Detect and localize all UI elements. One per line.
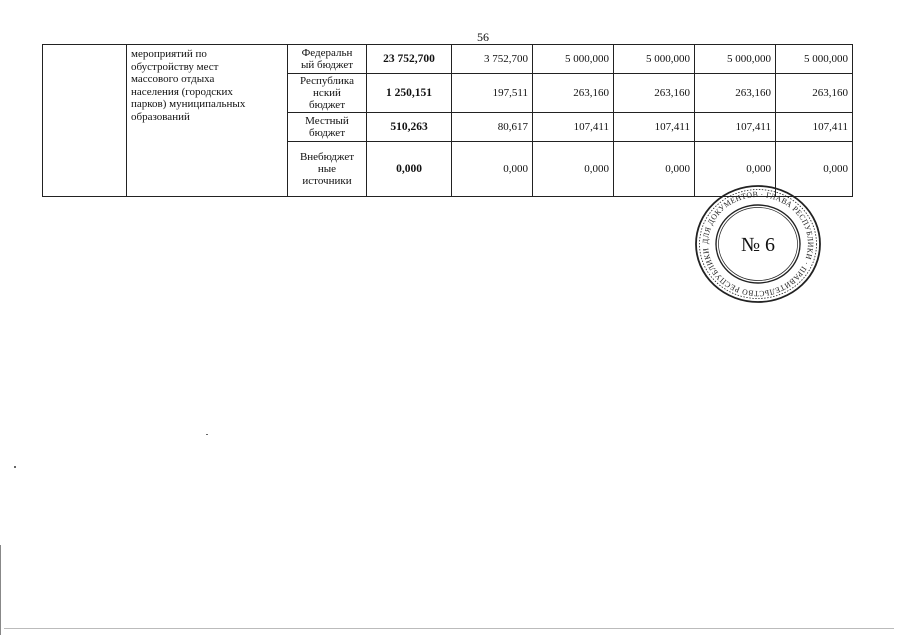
year-amount-cell: 3 752,700 [452, 45, 533, 74]
funding-source-line: Федеральн [301, 47, 353, 59]
year-amount-cell: 107,411 [776, 113, 853, 142]
year-amount-cell: 197,511 [452, 74, 533, 113]
description-line: населения (городских [131, 85, 233, 98]
year-amount-cell: 5 000,000 [695, 45, 776, 74]
seal-ring-text: ДЛЯ ДОКУМЕНТОВ · ГЛАВА РЕСПУБЛИКИ · ПРАВИТЕЛЬСТВО РЕСПУБЛИКИ [700, 189, 816, 299]
scan-edge-line [0, 545, 1, 635]
funding-source-cell [288, 142, 367, 197]
year-amount-cell: 80,617 [452, 113, 533, 142]
year-amount-cell: 107,411 [533, 113, 614, 142]
year-amount-cell: 5 000,000 [533, 45, 614, 74]
year-amount-cell: 263,160 [776, 74, 853, 113]
year-amount-cell: 107,411 [695, 113, 776, 142]
funding-source-cell [288, 113, 367, 142]
year-amount-cell: 5 000,000 [776, 45, 853, 74]
funding-source-line: нский [313, 87, 341, 99]
year-amount-cell: 0,000 [533, 142, 614, 197]
budget-table [42, 44, 853, 197]
year-amount-cell: 263,160 [533, 74, 614, 113]
year-amount-cell: 263,160 [614, 74, 695, 113]
scan-speck [206, 434, 208, 435]
seal-center-number: № 6 [740, 234, 776, 256]
year-amount-cell: 263,160 [695, 74, 776, 113]
scan-speck [14, 466, 16, 468]
funding-source-line: Республика [299, 75, 354, 87]
year-amount-cell: 5 000,000 [614, 45, 695, 74]
year-amount-cell: 107,411 [614, 113, 695, 142]
year-amount-cell: 0,000 [452, 142, 533, 197]
funding-source-cell [288, 45, 367, 74]
description-line: обустройству мест [131, 60, 219, 73]
funding-source-line: Местный [305, 115, 349, 127]
page-number: 56 [477, 30, 489, 44]
funding-source-line: ные [317, 163, 337, 175]
description-line: парков) муниципальных [131, 98, 246, 110]
description-line: массового отдыха [131, 73, 215, 85]
total-amount-cell: 1 250,151 [367, 74, 452, 113]
year-amount-cell: 0,000 [695, 142, 776, 197]
funding-source-line: источники [302, 175, 352, 187]
funding-source-cell [288, 74, 367, 113]
total-amount-cell: 0,000 [367, 142, 452, 197]
funding-source-line: бюджет [309, 127, 345, 139]
description-line: образований [131, 110, 190, 123]
description-line: мероприятий по [131, 48, 207, 60]
total-amount-cell: 510,263 [367, 113, 452, 142]
table-row [43, 45, 853, 74]
funding-source-line: Внебюджет [299, 151, 355, 163]
year-amount-cell: 0,000 [614, 142, 695, 197]
funding-source-line: бюджет [309, 99, 345, 111]
year-amount-cell: 0,000 [776, 142, 853, 197]
round-seal-stamp [694, 184, 822, 304]
funding-source-line: ый бюджет [300, 59, 354, 71]
empty-index-cell [43, 45, 127, 197]
total-amount-cell: 23 752,700 [367, 45, 452, 74]
activity-description [127, 45, 288, 197]
scan-bottom-line [4, 628, 894, 629]
